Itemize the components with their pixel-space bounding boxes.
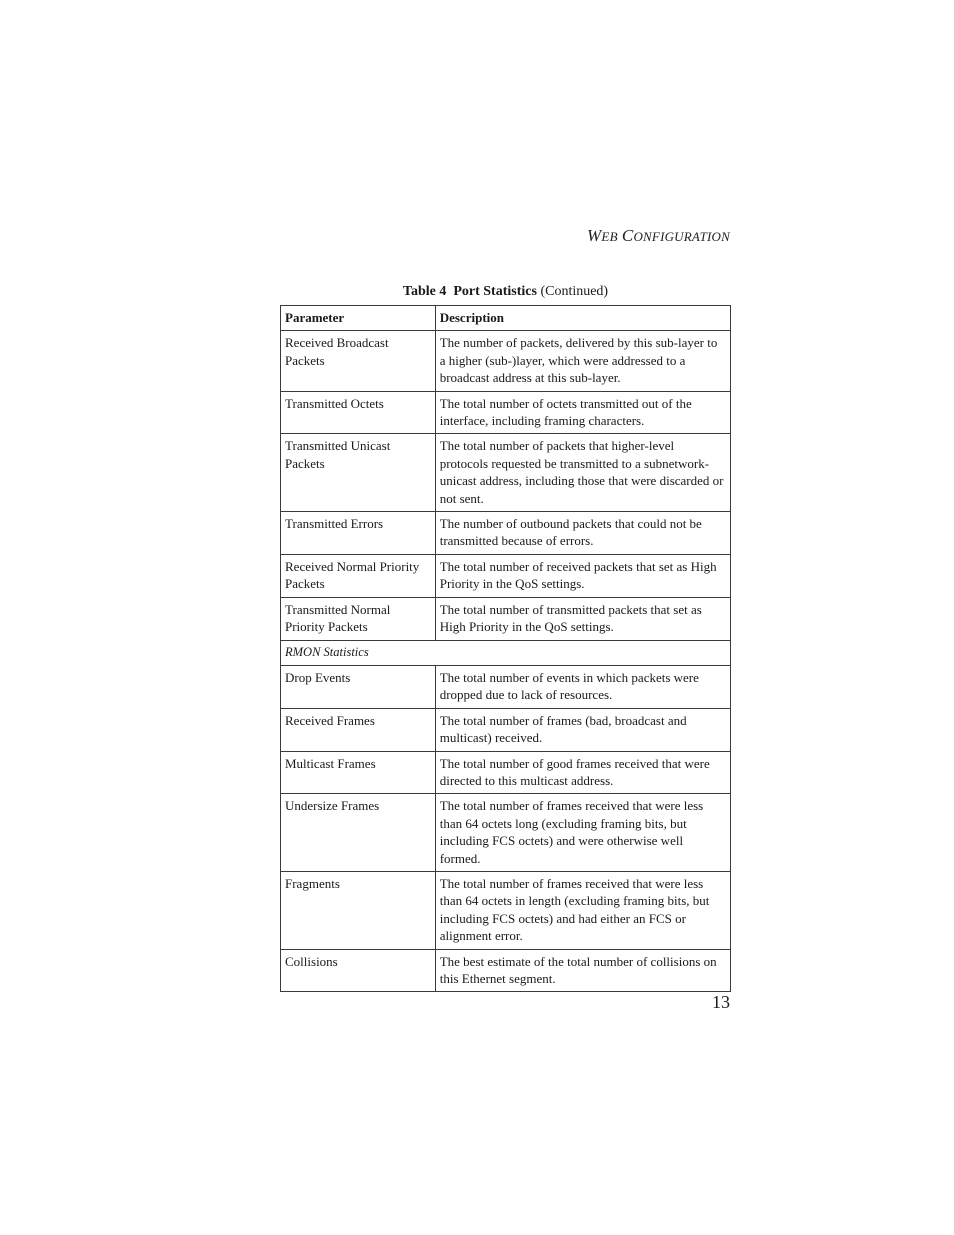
table-row — [281, 949, 731, 992]
section-row — [281, 640, 731, 665]
description-cell: The number of outbound packets that could not be transmitted because of errors. — [435, 512, 730, 555]
parameter-cell: Transmitted Normal Priority Packets — [281, 597, 436, 640]
section-label-rmon-statistics: RMON Statistics — [281, 640, 731, 665]
description-cell: The total number of octets transmitted out of the interface, including framing characters. — [435, 391, 730, 434]
page-number: 13 — [712, 992, 730, 1012]
parameter-cell: Transmitted Unicast Packets — [281, 434, 436, 512]
column-header-parameter: Parameter — [281, 306, 436, 331]
table-row — [281, 751, 731, 794]
description-cell: The total number of good frames received that were directed to this multicast address. — [435, 751, 730, 794]
description-cell: The best estimate of the total number of collisions on this Ethernet segment. — [435, 949, 730, 992]
table-caption-title: Port Statistics — [453, 284, 537, 299]
table-row — [281, 331, 731, 391]
description-cell: The total number of transmitted packets that set as High Priority in the QoS settings. — [435, 597, 730, 640]
parameter-cell: Transmitted Octets — [281, 391, 436, 434]
parameter-cell: Drop Events — [281, 665, 436, 708]
table-caption-label: Table 4 — [402, 284, 447, 299]
description-cell: The total number of frames received that were less than 64 octets in length (excluding framing bits, but including FCS octets) and had either an FCS or alignment error. — [435, 871, 730, 949]
table-caption — [280, 284, 731, 300]
parameter-cell: Collisions — [281, 949, 436, 992]
table-row — [281, 665, 731, 708]
table-header-row — [281, 306, 731, 331]
table-row — [281, 434, 731, 512]
parameter-cell: Multicast Frames — [281, 751, 436, 794]
table-caption-suffix: (Continued) — [540, 284, 609, 299]
description-cell: The total number of packets that higher-level protocols requested be transmitted to a subnetwork-unicast address, including those that were discarded or not sent. — [435, 434, 730, 512]
table-row — [281, 512, 731, 555]
parameter-cell: Transmitted Errors — [281, 512, 436, 555]
parameter-cell: Received Normal Priority Packets — [281, 554, 436, 597]
description-cell: The total number of frames (bad, broadcast and multicast) received. — [435, 708, 730, 751]
table-row — [281, 871, 731, 949]
table-row — [281, 554, 731, 597]
column-header-description: Description — [435, 306, 730, 331]
parameter-cell: Received Frames — [281, 708, 436, 751]
description-cell: The total number of received packets that set as High Priority in the QoS settings. — [435, 554, 730, 597]
description-cell: The total number of events in which packets were dropped due to lack of resources. — [435, 665, 730, 708]
table-row — [281, 597, 731, 640]
port-statistics-table — [280, 305, 731, 992]
table-row — [281, 794, 731, 872]
table-row — [281, 391, 731, 434]
parameter-cell: Received Broadcast Packets — [281, 331, 436, 391]
description-cell: The total number of frames received that were less than 64 octets long (excluding framing bits, but including FCS octets) and were otherwise well formed. — [435, 794, 730, 872]
parameter-cell: Undersize Frames — [281, 794, 436, 872]
description-cell: The number of packets, delivered by this sub-layer to a higher (sub-)layer, which were addressed to a broadcast address at this sub-layer. — [435, 331, 730, 391]
table-row — [281, 708, 731, 751]
parameter-cell: Fragments — [281, 871, 436, 949]
running-header: WEB CONFIGURATION — [587, 226, 730, 245]
